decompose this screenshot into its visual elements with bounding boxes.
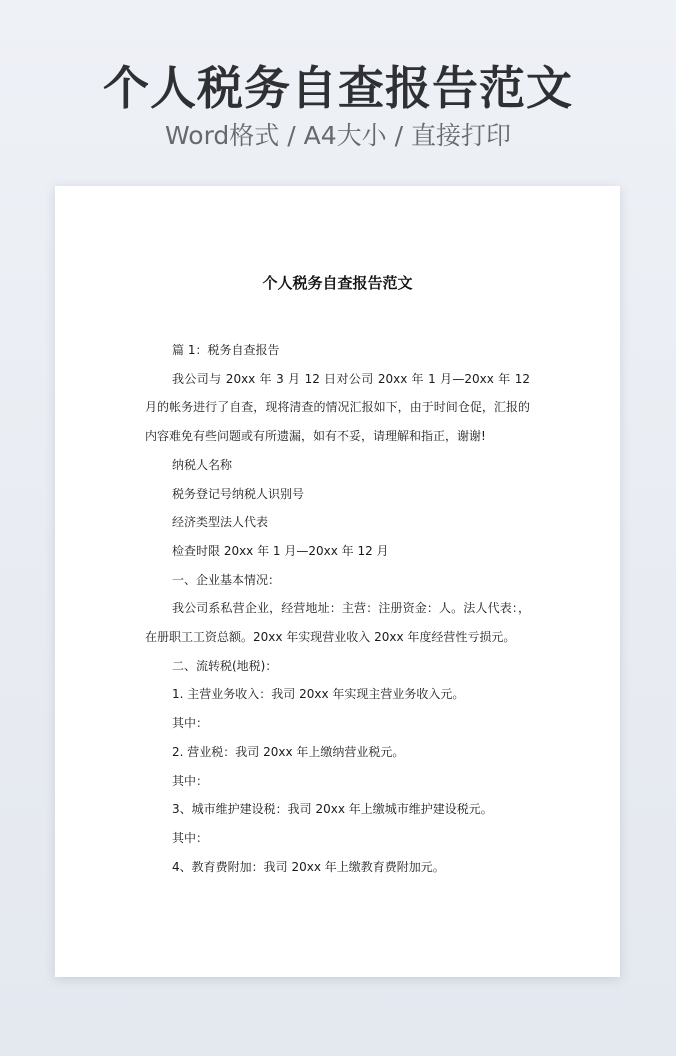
document-page — [55, 186, 620, 977]
paragraph: 一、企业基本情况： — [172, 572, 281, 587]
document-title: 个人税务自查报告范文 — [262, 274, 413, 292]
paragraph: 二、流转税(地税)： — [172, 658, 278, 673]
paragraph: 税务登记号纳税人识别号 — [172, 486, 305, 501]
paragraph: 我公司系私营企业，经营地址：主营：注册资金：人。法人代表：，在册职工工资总额。20xx 年实现营业收入 20xx 年度经营性亏损元。 — [145, 601, 530, 645]
banner — [0, 60, 676, 154]
paragraph: 3、城市维护建设税：我司 20xx 年上缴城市维护建设税元。 — [172, 802, 493, 817]
paragraph: 我公司与 20xx 年 3 月 12 日对公司 20xx 年 1 月—20xx 年 12 月的帐务进行了自查，现将清查的情况汇报如下，由于时间仓促，汇报的内容难免有些问题或有所遗漏，如有不妥，请理解和指正，谢谢! — [145, 371, 530, 444]
paragraph: 篇 1：税务自查报告 — [172, 343, 280, 357]
paragraph: 其中： — [172, 773, 209, 788]
paragraph: 1. 主营业务收入：我司 20xx 年实现主营业务收入元。 — [172, 687, 465, 702]
paragraph: 其中： — [172, 716, 209, 731]
paragraph: 经济类型法人代表 — [172, 515, 269, 530]
paragraph: 其中： — [172, 830, 209, 845]
banner-title: 个人税务自查报告范文 — [103, 61, 573, 115]
paragraph: 纳税人名称 — [172, 457, 233, 472]
document-body — [145, 336, 530, 881]
paragraph: 2. 营业税：我司 20xx 年上缴纳营业税元。 — [172, 744, 405, 759]
paragraph: 4、教育费附加：我司 20xx 年上缴教育费附加元。 — [172, 859, 445, 874]
banner-subtitle: Word格式 / A4大小 / 直接打印 — [165, 121, 511, 150]
paragraph: 检查时限 20xx 年 1 月—20xx 年 12 月 — [172, 543, 389, 558]
